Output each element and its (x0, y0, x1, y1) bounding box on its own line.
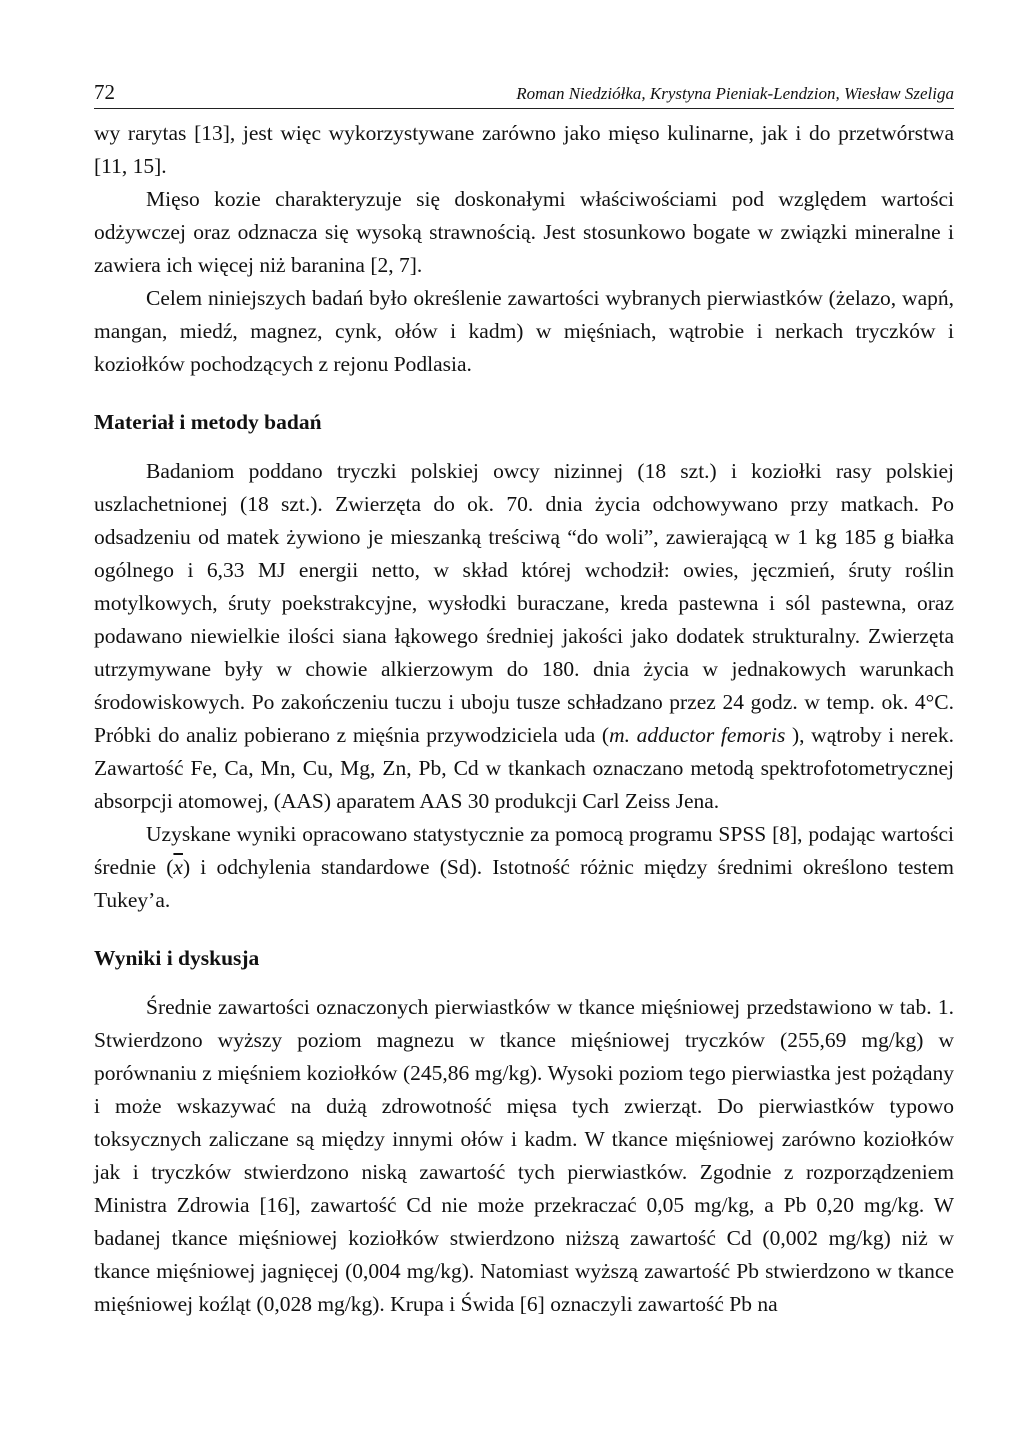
methods-paragraph-2 (94, 818, 954, 917)
methods-p2-text-a: Uzyskane wyniki opracowano statystycznie za pomocą programu SPSS [8], podając wartości średnie ( (94, 822, 954, 879)
methods-p1-latin-term: m. adductor femoris (609, 723, 786, 747)
methods-p1-text-a: Badaniom poddano tryczki polskiej owcy nizinnej (18 szt.) i koziołki rasy polskiej uszlachetnionej (18 szt.). Zwierzęta do ok. 70. dnia życia odchowywano przy matkach. Po odsadzeniu od matek żywiono je mieszanką treściwą “do woli”, zawierającą w 1 kg 185 g białka ogólnego i 6,33 MJ energii netto, w skład której wchodził: owies, jęczmień, śruty roślin motylkowych, śruty poekstrakcyjne, wysłodki buraczane, kreda pastewna i sól pastewna, oraz podawano niewielkie ilości siana łąkowego średniej jakości jako dodatek strukturalny. Zwierzęta utrzymywane były w chowie alkierzowym do 180. dnia życia w jednakowych warunkach środowiskowych. Po zakończeniu tuczu i uboju tusze schładzano przez 24 godz. w temp. ok. 4°C. Próbki do analiz pobierano z mięśnia przywodziciela uda ( (94, 459, 954, 747)
page (94, 80, 954, 1321)
results-heading: Wyniki i dyskusja (94, 946, 260, 970)
methods-p2-text-b: ) i odchylenia standardowe (Sd). Istotność różnic między średnimi określono testem Tukey’a. (94, 855, 954, 912)
methods-heading: Materiał i metody badań (94, 410, 322, 434)
intro-paragraph-1: wy rarytas [13], jest więc wykorzystywane zarówno jako mięso kulinarne, jak i do przetwórstwa [11, 15]. (94, 121, 954, 178)
mean-symbol: $\overline{x}$ (173, 855, 183, 879)
methods-p1-text-b: ), wątroby i nerek. Zawartość Fe, Ca, Mn, Cu, Mg, Zn, Pb, Cd w tkankach oznaczano metodą spektrofotometrycznej absorpcji atomowej, (AAS) aparatem AAS 30 produkcji Carl Zeiss Jena. (94, 723, 954, 813)
methods-paragraph-1 (94, 455, 954, 818)
running-head (94, 80, 954, 109)
results-paragraph-1: Średnie zawartości oznaczonych pierwiastków w tkance mięśniowej przedstawiono w tab. 1. Stwierdzono wyższy poziom magnezu w tkance mięśniowej tryczków (255,69 mg/kg) w porównaniu z mięśniem koziołków (245,86 mg/kg). Wysoki poziom tego pierwiastka jest pożądany i może wskazywać na dużą zdrowotność mięsa tych zwierząt. Do pierwiastków typowo toksycznych zaliczane są między innymi ołów i kadm. W tkance mięśniowej zarówno koziołków jak i tryczków stwierdzono niską zawartość tych pierwiastków. Zgodnie z rozporządzeniem Ministra Zdrowia [16], zawartość Cd nie może przekraczać 0,05 mg/kg, a Pb 0,20 mg/kg. W badanej tkance mięśniowej koziołków stwierdzono niższą zawartość Cd (0,002 mg/kg) niż w tkance mięśniowej jagnięcej (0,004 mg/kg). Natomiast wyższą zawartość Pb stwierdzono w tkance mięśniowej koźląt (0,028 mg/kg). Krupa i Świda [6] oznaczyli zawartość Pb na (94, 995, 954, 1316)
page-number: 72 (94, 80, 115, 104)
header-authors: Roman Niedziółka, Krystyna Pieniak-Lendzion, Wiesław Szeliga (516, 84, 954, 103)
intro-paragraph-2: Mięso kozie charakteryzuje się doskonałymi właściwościami pod względem wartości odżywczej oraz odznacza się wysoką strawnością. Jest stosunkowo bogate w związki mineralne i zawiera ich więcej niż baranina [2, 7]. (94, 187, 954, 277)
intro-paragraph-3: Celem niniejszych badań było określenie zawartości wybranych pierwiastków (żelazo, wapń, mangan, miedź, magnez, cynk, ołów i kadm) w mięśniach, wątrobie i nerkach tryczków i koziołków pochodzących z rejonu Podlasia. (94, 286, 954, 376)
